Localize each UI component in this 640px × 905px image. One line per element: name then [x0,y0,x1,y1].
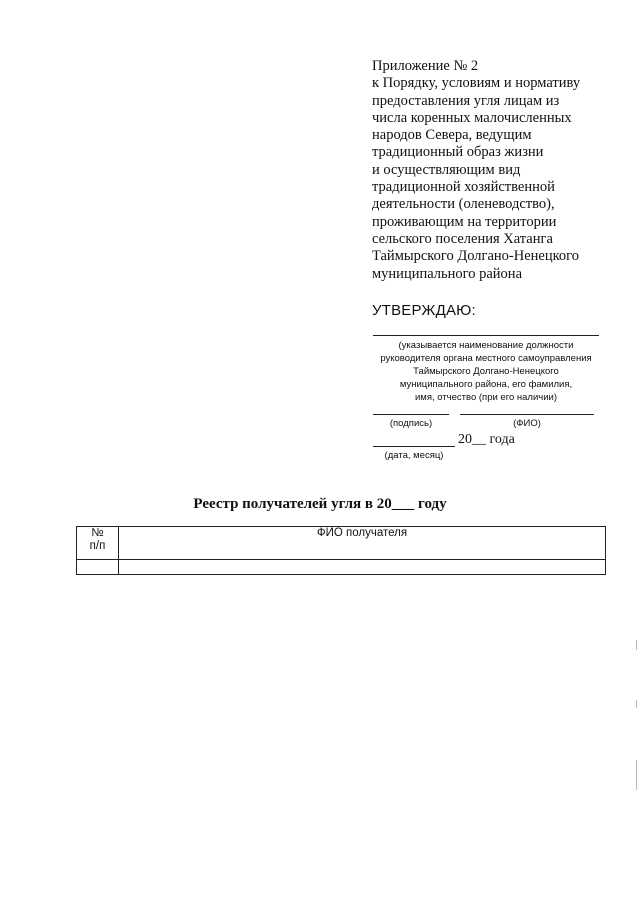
registry-table [76,526,606,575]
year-text: 20__ года [458,432,515,447]
fio-label: (ФИО) [513,418,541,429]
position-hint: (указывается наименование должности руководителя органа местного самоуправления Таймырского Долгано-Ненецкого муниципального района, его фамилия, имя, отчество (при его наличии) [380,340,592,403]
signature-line [373,414,449,415]
date-line [373,446,455,447]
table-cell-fio[interactable] [119,560,606,575]
fio-line [460,414,594,415]
signature-label: (подпись) [389,418,433,429]
registry-title: Реестр получателей угля в 20___ году [193,496,447,512]
date-label: (дата, месяц) [384,450,444,461]
table-row [77,560,606,575]
column-fio-header: ФИО получателя [119,527,606,560]
table-cell-number[interactable] [77,560,119,575]
table-header-row [77,527,606,560]
scan-artifact [636,760,637,790]
scan-artifact [636,640,637,650]
approval-heading: УТВЕРЖДАЮ: [372,302,476,319]
column-number-header: № п/п [77,527,119,560]
appendix-note: Приложение № 2 к Порядку, условиям и нормативу предоставления угля лицам из числа коренных малочисленных народов Севера, ведущим традиционный образ жизни и осуществляющим вид традиционной хозяйственной деятельности (оленеводство), проживающим на территории сельского поселения Хатанга Таймырского Долгано-Ненецкого муниципального района [372,58,581,282]
scan-artifact [636,700,637,708]
position-line [373,335,599,336]
